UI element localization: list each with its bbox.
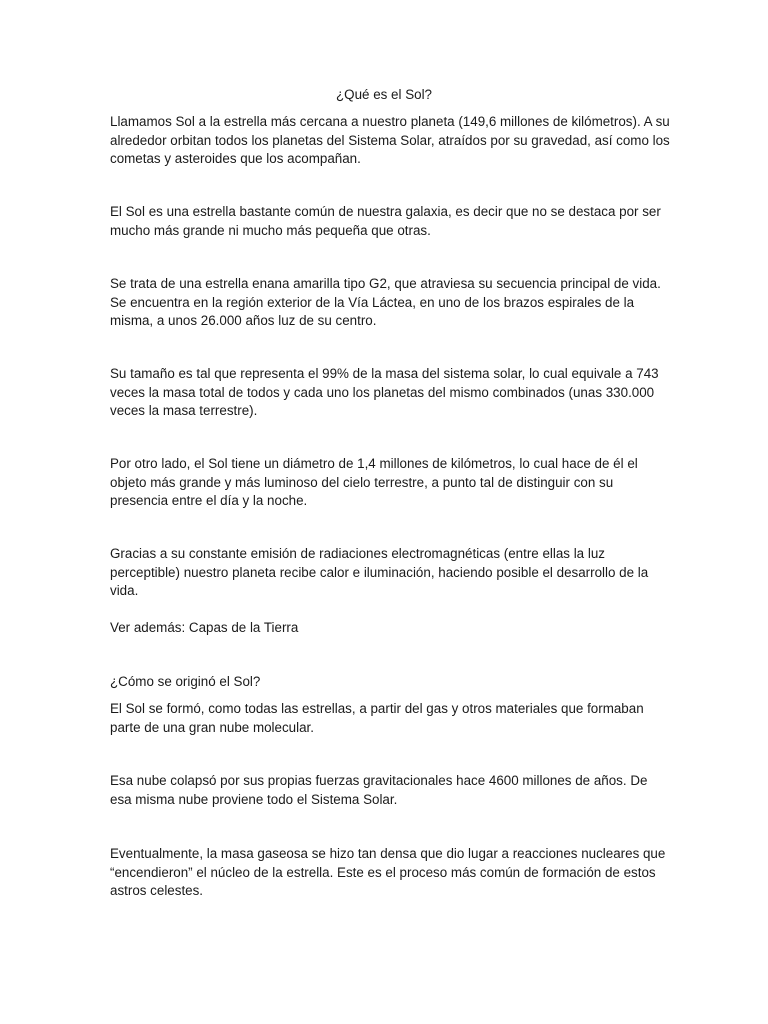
paragraph: Por otro lado, el Sol tiene un diámetro de 1,4 millones de kilómetros, lo cual hace de él el objeto más grande y más luminoso del cielo terrestre, a punto tal de distinguir con su presencia entre el día y la noche. (110, 456, 638, 508)
document-title: ¿Qué es el Sol? (335, 87, 433, 102)
paragraph: Esa nube colapsó por sus propias fuerzas gravitacionales hace 4600 millones de años. De esa misma nube proviene todo el Sistema Solar. (110, 773, 648, 807)
paragraph: Se trata de una estrella enana amarilla tipo G2, que atraviesa su secuencia principal de vida. Se encuentra en la región exterior de la Vía Láctea, en uno de los brazos espirales de la misma, a unos 26.000 años luz de su centro. (110, 276, 661, 328)
paragraph: El Sol se formó, como todas las estrellas, a partir del gas y otros materiales que formaban parte de una gran nube molecular. (110, 701, 644, 735)
paragraph: Su tamaño es tal que representa el 99% de la masa del sistema solar, lo cual equivale a 743 veces la masa total de todos y cada uno los planetas del mismo combinados (unas 330.000 veces la masa terrestre). (110, 366, 659, 418)
paragraph: Gracias a su constante emisión de radiaciones electromagnéticas (entre ellas la luz perceptible) nuestro planeta recibe calor e iluminación, haciendo posible el desarrollo de la vida. (110, 546, 649, 598)
section-subtitle: ¿Cómo se originó el Sol? (110, 674, 261, 689)
paragraph: Llamamos Sol a la estrella más cercana a nuestro planeta (149,6 millones de kilómetros). A su alrededor orbitan todos los planetas del Sistema Solar, atraídos por su gravedad, así como los cometas y asteroides que los acompañan. (110, 114, 670, 166)
see-also-link[interactable]: Ver además: Capas de la Tierra (110, 620, 299, 635)
paragraph: El Sol es una estrella bastante común de nuestra galaxia, es decir que no se destaca por ser mucho más grande ni mucho más pequeña que otras. (110, 204, 661, 238)
paragraph: Eventualmente, la masa gaseosa se hizo tan densa que dio lugar a reacciones nucleares que “encendieron” el núcleo de la estrella. Este es el proceso más común de formación de estos astros celestes. (110, 846, 666, 898)
